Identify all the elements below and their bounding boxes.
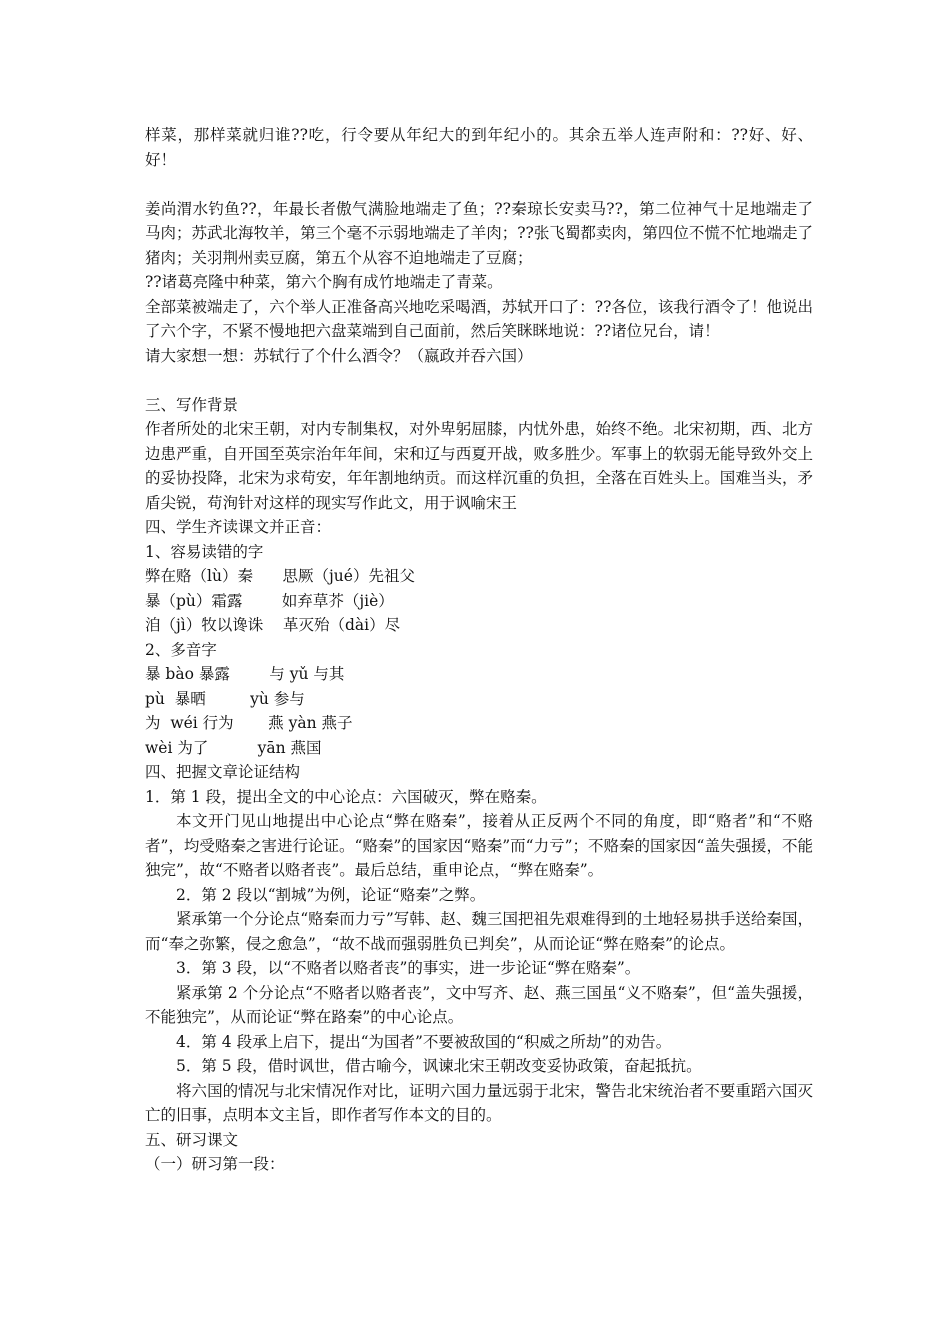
subheading-polyphones: 2、多音字 <box>145 640 217 659</box>
structure-item-1: 1．第 1 段，提出全文的中心论点：六国破灭，弊在赂秦。 <box>145 787 547 806</box>
section-heading-structure: 四、把握文章论证结构 <box>145 763 301 781</box>
pronunciation-line: 洎（jì）牧以谗诛 革灭殆（dài）尽 <box>145 616 401 634</box>
section-heading-reading: 四、学生齐读课文并正音： <box>145 518 332 536</box>
paragraph-zhuge-liang: ??诸葛亮隆中种菜，第六个胸有成竹地端走了青菜。 <box>145 273 503 291</box>
structure-item-5: 5．第 5 段，借时讽世，借古喻今，讽谏北宋王朝改变妥协政策，奋起抵抗。 <box>176 1057 702 1075</box>
section-heading-background: 三、写作背景 <box>145 395 239 414</box>
pronunciation-line: 暴（pù）霜露 如弃草芥（jiè） <box>145 591 394 610</box>
blank-line <box>145 172 813 197</box>
structure-item-4: 4．第 4 段承上启下，提出“为国者”不要被敌国的“积威之所劫”的劝告。 <box>176 1032 672 1051</box>
polyphone-line: wèi 为了 yān 燕国 <box>145 738 322 757</box>
polyphone-line: 暴 bào 暴露 与 yǔ 与其 <box>145 665 345 683</box>
blank-line <box>145 368 813 393</box>
paragraph-dishes-taken: 姜尚渭水钓鱼??，年最长者傲气满脸地端走了鱼；??秦琼长安卖马??，第二位神气十足地端走了马肉；苏武北海牧羊，第三个毫不示弱地端走了羊肉；??张飞蜀都卖肉，第四位不慌不忙地端走了猪肉；关羽荆州卖豆腐，第五个从容不迫地端走了豆腐； <box>145 199 813 267</box>
structure-item-2: 2．第 2 段以“割城”为例，论证“赂秦”之弊。 <box>176 885 486 904</box>
document-body <box>145 123 813 1177</box>
structure-explanation-2: 紧承第一个分论点“赂秦而力亏”写韩、赵、魏三国把祖先艰难得到的土地轻易拱手送给秦国，而“奉之弥繁，侵之愈急”，“故不战而强弱胜负已判矣”，从而论证“弊在赂秦”的论点。 <box>145 910 813 953</box>
polyphone-line: pù 暴晒 yù 参与 <box>145 689 305 708</box>
paragraph-wine-rule: 样菜，那样菜就归谁??吃，行令要从年纪大的到年纪小的。其余五举人连声附和：??好、好、好！ <box>145 126 813 169</box>
structure-explanation-1: 本文开门见山地提出中心论点“弊在赂秦”，接着从正反两个不同的角度，即“赂者”和“不赂者”，均受赂秦之害进行论证。“赂秦”的国家因“赂秦”而“力亏”；不赂秦的国家因“盖失强援，不能独完”，故“不赂者以赂者丧”。最后总结，重申论点，“弊在赂秦”。 <box>145 812 813 879</box>
structure-explanation-3: 紧承第 2 个分论点“不赂者以赂者丧”，文中写齐、赵、燕三国虽“义不赂秦”，但“盖失强援，不能独完”，从而论证“弊在路秦”的中心论点。 <box>145 983 813 1026</box>
subheading-first-paragraph: （一）研习第一段： <box>145 1155 285 1173</box>
section-heading-study: 五、研习课文 <box>145 1130 239 1149</box>
structure-item-3: 3．第 3 段，以“不赂者以赂者丧”的事实，进一步论证“弊在赂秦”。 <box>176 959 641 977</box>
paragraph-su-shi: 全部菜被端走了，六个举人正准备高兴地吃采喝酒，苏轼开口了：??各位，该我行酒令了！他说出了六个字，不紧不慢地把六盘菜端到自己面前，然后笑眯眯地说：??诸位兄台，请！ <box>145 297 813 340</box>
pronunciation-line: 弊在赂（lù）秦 思厥（jué）先祖父 <box>145 567 415 585</box>
polyphone-line: 为 wéi 行为 燕 yàn 燕子 <box>145 714 353 732</box>
subheading-misread-chars: 1、容易读错的字 <box>145 542 264 561</box>
paragraph-background: 作者所处的北宋王朝，对内专制集权，对外卑躬屈膝，内忧外患，始终不绝。北宋初期，西、北方边患严重，自开国至英宗治年年间，宋和辽与西夏开战，败多胜少。军事上的软弱无能导致外交上的妥协投降，北宋为求苟安，年年割地纳贡。而这样沉重的负担，全落在百姓头上。国难当头，矛盾尖锐，苟洵针对这样的现实写作此文，用于讽喻宋王 <box>145 420 813 512</box>
structure-summary: 将六国的情况与北宋情况作对比，证明六国力量远弱于北宋，警告北宋统治者不要重蹈六国灭亡的旧事，点明本文主旨，即作者写作本文的目的。 <box>145 1081 813 1124</box>
paragraph-question: 请大家想一想：苏轼行了个什么酒令？（嬴政并吞六国） <box>145 346 533 365</box>
